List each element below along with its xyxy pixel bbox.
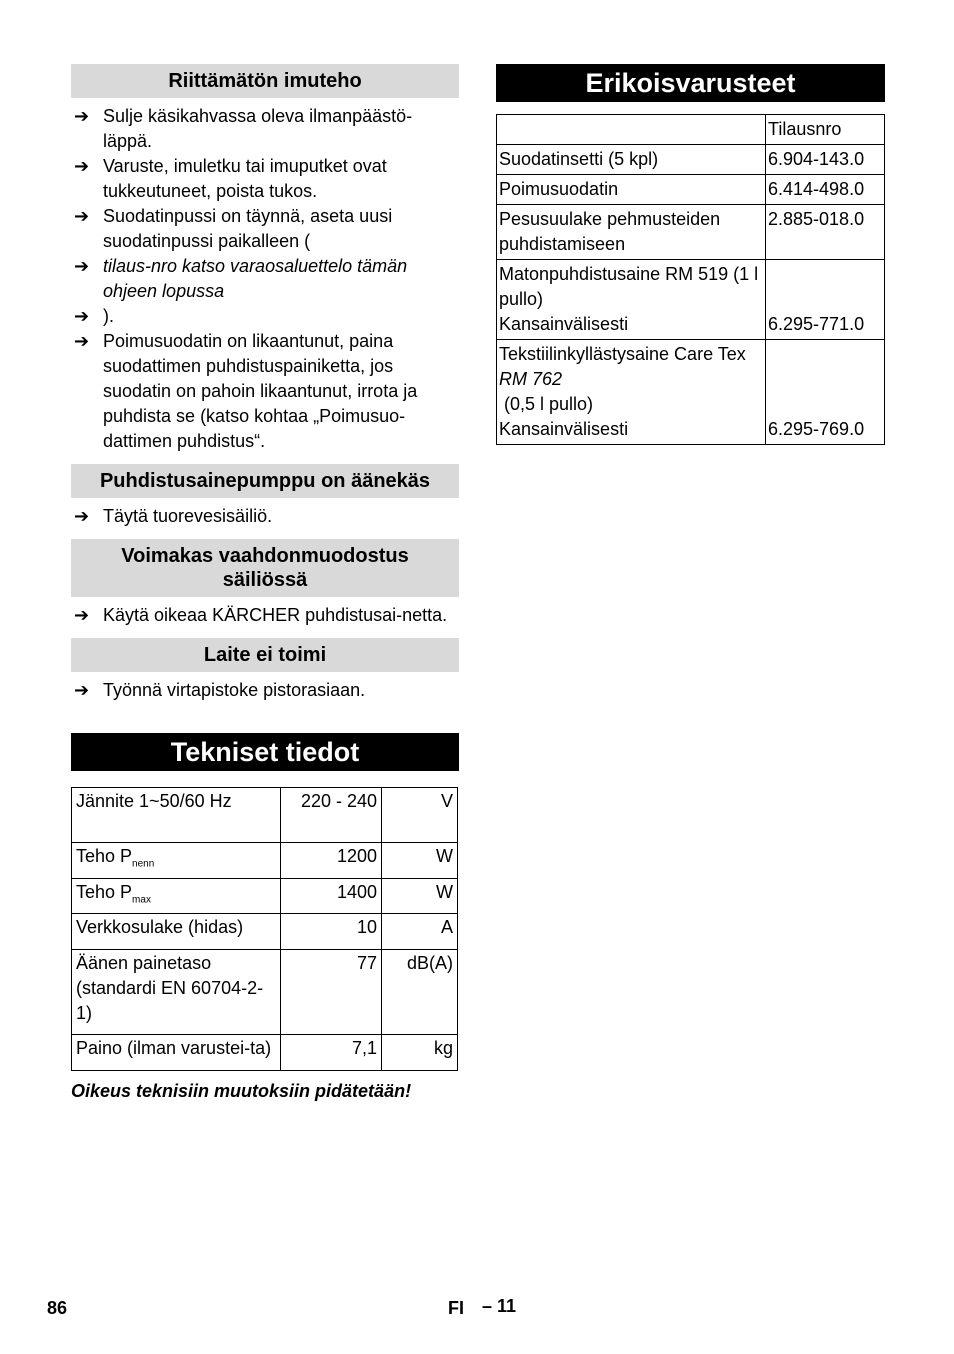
technical-changes-note: Oikeus teknisiin muutoksiin pidätetään! [71,1080,412,1101]
language-code: FI [448,1298,464,1318]
spec-label: Äänen painetaso (standardi EN 60704-2-1) [72,949,281,1035]
arrow-right-icon: ➔ [74,106,90,126]
spec-value: 1200 [281,843,382,879]
table-row [72,788,458,843]
spec-label: Verkkosulake (hidas) [72,914,281,950]
bullet-list [71,678,459,703]
table-row [497,145,885,175]
list-item: ➔ ). [71,304,459,329]
accessory-name: Poimusuodatin [497,175,766,205]
spec-unit: V [382,788,458,843]
product-code: RM 762 [499,369,563,389]
table-row [497,340,885,445]
spec-value: 10 [281,914,382,950]
section-insufficient-suction [71,64,459,454]
spec-label: Teho $P_{max}$ [72,878,281,914]
spec-unit: A [382,914,458,950]
table-row [497,260,885,340]
bullet-list [71,504,459,529]
list-item: ➔ Sulje käsikahvassa oleva ilmanpäästö-läppä. [74,106,413,151]
technical-data-heading: Tekniset tiedot [71,733,459,771]
table-row [72,843,458,879]
international-label: Kansainvälisesti [499,419,629,439]
spec-unit: dB(A) [382,949,458,1035]
spec-unit: W [382,843,458,879]
section-page-number: – 11 [482,1296,517,1316]
spec-label: Paino (ilman varustei-ta) [72,1035,281,1071]
table-row [497,175,885,205]
section-noisy-pump [71,464,459,529]
accessory-name: Tekstiilinkyllästysaine Care Tex RM 762 (0,5 l pullo) Kansainvälisesti [497,340,766,445]
spec-value: 1400 [281,878,382,914]
list-item: ➔ tilaus-nro katso varaosaluettelo tämän ohjeen lopussa [74,256,408,301]
spec-unit: W [382,878,458,914]
table-row [497,205,885,260]
arrow-right-icon: ➔ [74,680,90,700]
list-item: ➔ Käytä oikeaa KÄRCHER puhdistusai-netta. [71,603,459,628]
section-foaming [71,539,459,628]
order-number-header: Tilausnro [766,115,885,145]
arrow-right-icon: ➔ [74,206,90,226]
bullet-list [71,603,459,628]
table-row [72,878,458,914]
section-heading: Laite ei toimi [71,638,459,672]
list-item: ➔ Varuste, imuletku tai imuputket ovat tukkeutuneet, poista tukos. [74,156,387,201]
accessory-name: Matonpuhdistusaine RM 519 (1 l pullo) Kansainvälisesti [497,260,766,340]
list-item: ➔ Poimusuodatin on likaantunut, paina suodattimen puhdistuspainiketta, jos suodatin on pahoin likaantunut, irrota ja puhdista se (katso kohtaa „Poimusuo-dattimen puhdistus“. [74,331,418,451]
spec-value: 7,1 [281,1035,382,1071]
order-number: 6.904-143.0 [766,145,885,175]
section-heading: Puhdistusainepumppu on äänekäs [71,464,459,498]
arrow-right-icon: ➔ [74,256,90,276]
list-item: ➔ Työnnä virtapistoke pistorasiaan. [71,678,459,703]
header-cell-empty [497,115,766,145]
international-label: Kansainvälisesti [499,314,629,334]
table-row [72,914,458,950]
arrow-right-icon: ➔ [74,156,90,176]
arrow-right-icon: ➔ [74,306,90,326]
section-heading: Riittämätön imuteho [71,64,459,98]
section-heading: Voimakas vaahdonmuodostus säiliössä [71,539,459,597]
bottle-size: (0,5 l pullo) [499,394,594,414]
section-device-not-working [71,638,459,703]
arrow-right-icon: ➔ [74,605,90,625]
left-column [71,64,459,1103]
list-item: ➔ Täytä tuorevesisäiliö. [71,504,459,529]
technical-data-table [71,787,458,1071]
table-row [72,1035,458,1071]
spec-value: 220 - 240 [281,788,382,843]
table-header-row [497,115,885,145]
order-number: 6.295-771.0 [766,260,885,340]
arrow-right-icon: ➔ [74,506,90,526]
right-column [496,64,885,445]
spec-value: 77 [281,949,382,1035]
bullet-list [71,104,459,454]
spec-label: Teho $P_{nenn}$ [72,843,281,879]
list-item: ➔ Suodatinpussi on täynnä, aseta uusi suodatinpussi paikalleen ( [74,206,393,251]
table-row [72,949,458,1035]
spec-label: Jännite 1~50/60 Hz [72,788,281,843]
accessory-name: Suodatinsetti (5 kpl) [497,145,766,175]
accessories-heading: Erikoisvarusteet [496,64,885,102]
technical-data [71,733,459,1103]
order-number: 6.414-498.0 [766,175,885,205]
order-number: 2.885-018.0 [766,205,885,260]
arrow-right-icon: ➔ [74,331,90,351]
order-number: 6.295-769.0 [766,340,885,445]
accessory-name: Pesusuulake pehmusteiden puhdistamiseen [497,205,766,260]
page-number: 86 [47,1298,68,1318]
accessories-table [496,114,885,445]
spec-unit: kg [382,1035,458,1071]
